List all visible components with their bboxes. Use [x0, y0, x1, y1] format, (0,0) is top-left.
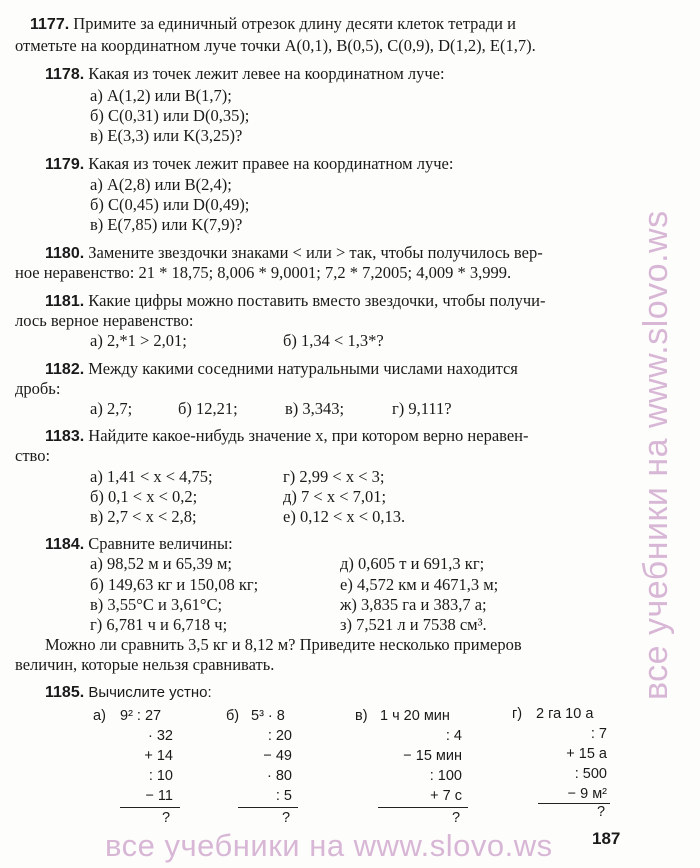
problem-number: 1177.: [30, 16, 70, 33]
problem-1183-e: д) 7 < x < 7,01;: [283, 487, 387, 506]
calc-d-line-5: − 9 м²: [567, 786, 607, 802]
problem-1183-f: е) 0,12 < x < 0,13.: [283, 507, 406, 526]
calc-c-result: ?: [452, 810, 461, 826]
problem-1182-c: в) 3,343;: [285, 399, 345, 418]
problem-1184-f: е) 4,572 км и 4671,3 м;: [340, 575, 499, 594]
problem-1184-e: д) 0,605 т и 691,3 кг;: [340, 554, 485, 573]
problem-1180-line2: ное неравенство: 21 * 18,75; 8,006 * 9,0001; 7,2 * 7,2005; 4,009 * 3,999.: [15, 263, 512, 282]
calc-c-line-5: + 7 с: [430, 788, 462, 804]
problem-1183-a: а) 1,41 < x < 4,75;: [90, 467, 213, 486]
calc-a-line-5: − 11: [145, 788, 173, 804]
page-number: 187: [592, 829, 621, 848]
problem-1182-line1: [45, 358, 518, 381]
problem-1181-a: а) 2,*1 > 2,01;: [90, 331, 187, 350]
problem-1178-a: а) A(1,2) или B(1,7);: [90, 86, 232, 105]
calc-b-line-2: : 20: [267, 728, 292, 744]
calc-b-line-5: : 5: [275, 788, 292, 804]
problem-1179-b: б) C(0,45) или D(0,49);: [90, 195, 250, 214]
problem-text: Какие цифры можно поставить вместо звездочки, чтобы получи-: [88, 291, 546, 310]
calc-d-line-2: : 7: [590, 726, 607, 742]
problem-text: Примите за единичный отрезок длину десяти клеток тетради и: [73, 14, 516, 33]
calc-a-line-3: + 14: [144, 748, 173, 764]
problem-1183-b: б) 0,1 < x < 0,2;: [90, 487, 198, 506]
calc-d-label: г): [512, 706, 523, 722]
calc-a-label: а): [93, 708, 106, 724]
problem-1184-a: а) 98,52 м и 65,39 м;: [90, 554, 232, 573]
problem-1183-c: в) 2,7 < x < 2,8;: [90, 507, 197, 526]
problem-1184-question-line2: величин, которые нельзя сравнивать.: [15, 655, 275, 674]
problem-number: 1183.: [45, 428, 85, 445]
problem-text: Найдите какое-нибудь значение x, при котором верно неравен-: [88, 426, 529, 445]
problem-number: 1181.: [45, 293, 85, 310]
problem-number: 1185.: [45, 684, 85, 701]
calc-b-result: ?: [282, 810, 291, 826]
problem-1178-c: в) E(3,3) или K(3,25)?: [90, 126, 243, 145]
calc-d-line-1: 2 га 10 а: [536, 706, 594, 722]
calc-a-rule: [120, 807, 180, 808]
problem-1177-line1: [30, 13, 516, 36]
problem-1177-line2: отметьте на координатном луче точки A(0,1), B(0,5), C(0,9), D(1,2), E(1,7).: [15, 36, 536, 55]
problem-1184-d: г) 6,781 ч и 6,718 ч;: [90, 615, 228, 634]
problem-text: Замените звездочки знаками < или > так, чтобы получилось вер-: [88, 243, 543, 262]
problem-1183-d: г) 2,99 < x < 3;: [283, 467, 385, 486]
calc-b-line-1: 5³ · 8: [251, 708, 285, 724]
problem-text: Какая из точек лежит левее на координатном луче:: [88, 64, 445, 83]
calc-a-result: ?: [162, 810, 171, 826]
problem-1181-line2: лось верное неравенство:: [15, 311, 194, 330]
problem-number: 1180.: [45, 245, 85, 262]
problem-1182-b: б) 12,21;: [178, 399, 238, 418]
problem-1184-c: в) 3,55°С и 3,61°С;: [90, 595, 223, 614]
problem-1184-g: ж) 3,835 га и 383,7 а;: [340, 595, 487, 614]
problem-1184-h: з) 7,521 л и 7538 см³.: [340, 615, 487, 634]
problem-1184-question-line1: Можно ли сравнить 3,5 кг и 8,12 м? Приведите несколько примеров: [45, 635, 522, 654]
problem-1185-text: [45, 682, 212, 704]
calc-a-line-4: : 10: [148, 768, 173, 784]
calc-a-line-1: 9² : 27: [120, 708, 162, 724]
watermark-bottom: все учебники на www.slovo.ws: [105, 828, 553, 863]
calc-c-line-3: − 15 мин: [403, 748, 462, 764]
problem-text: Вычислите устно:: [88, 684, 212, 701]
calc-c-line-1: 1 ч 20 мин: [380, 708, 450, 724]
problem-number: 1182.: [45, 361, 85, 378]
problem-1178-b: б) C(0,31) или D(0,35);: [90, 106, 250, 125]
calc-c-line-2: : 4: [445, 728, 462, 744]
calc-c-label: в): [355, 708, 368, 724]
calc-b-line-3: − 49: [263, 748, 292, 764]
problem-1179-a: а) A(2,8) или B(2,4);: [90, 175, 232, 194]
calc-d-line-4: : 500: [574, 766, 607, 782]
problem-number: 1184.: [45, 536, 85, 553]
problem-1179-text: [45, 153, 453, 176]
problem-number: 1178.: [45, 66, 85, 83]
problem-1183-line2: ство:: [15, 446, 51, 465]
calc-c-line-4: : 100: [429, 768, 462, 784]
calc-b-line-4: · 80: [267, 768, 292, 784]
calc-d-result: ?: [597, 804, 606, 820]
problem-1178-text: [45, 63, 445, 86]
problem-1179-c: в) E(7,85) или K(7,9)?: [90, 215, 243, 234]
calc-b-label: б): [226, 708, 240, 724]
problem-1181-b: б) 1,34 < 1,3*?: [283, 331, 384, 350]
problem-1182-line2: дробь:: [15, 379, 61, 398]
problem-text: Сравните величины:: [88, 534, 233, 553]
problem-1184-b: б) 149,63 кг и 150,08 кг;: [90, 575, 259, 594]
problem-number: 1179.: [45, 156, 85, 173]
problem-text: Какая из точек лежит правее на координатном луче:: [88, 154, 454, 173]
problem-1182-a: а) 2,7;: [90, 399, 133, 418]
problem-text: Между какими соседними натуральными числами находится: [88, 359, 518, 378]
calc-a-line-2: · 32: [148, 728, 173, 744]
problem-1183-line1: [45, 425, 528, 448]
problem-1182-d: г) 9,111?: [392, 399, 452, 418]
calc-d-line-3: + 15 а: [566, 746, 607, 762]
watermark-side-text: все учебники на www.slovo.ws: [637, 210, 675, 700]
